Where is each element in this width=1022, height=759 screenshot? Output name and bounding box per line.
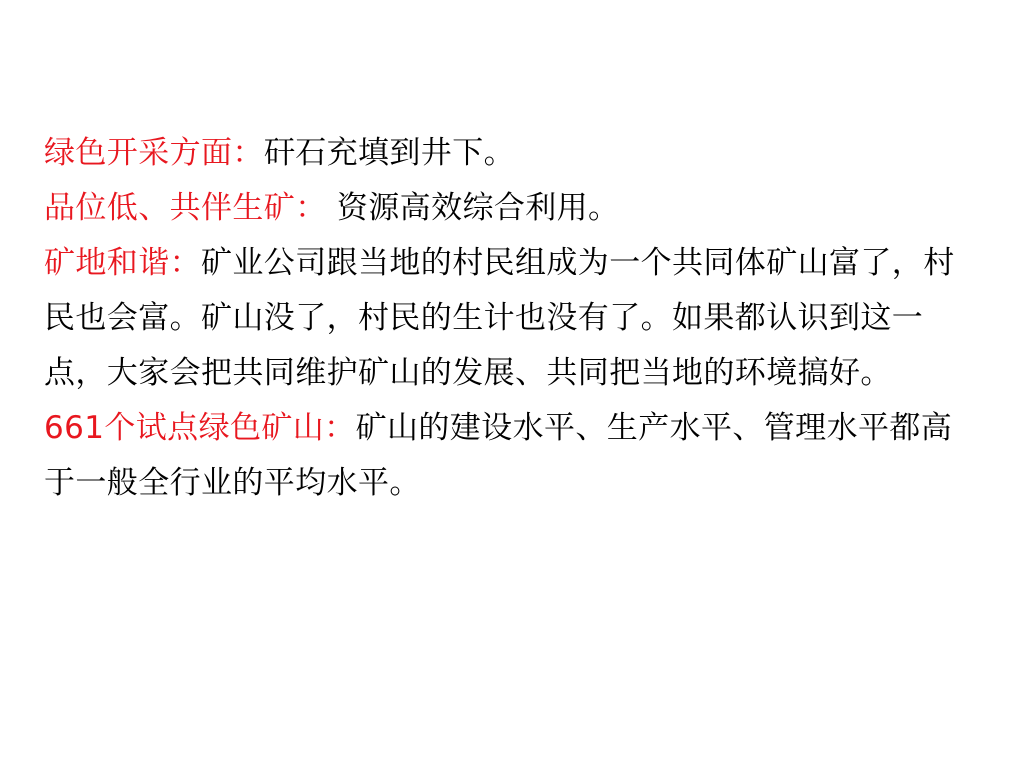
paragraph-body-text: 资源高效综合利用。 xyxy=(326,190,620,226)
slide-body-text xyxy=(44,126,982,511)
paragraph-body-text: 矸石充填到井下。 xyxy=(263,135,516,171)
paragraph-body-text: 矿业公司跟当地的村民组成为一个共同体矿山富了，村民也会富。矿山没了，村民的生计也没有了。如果都认识到这一点，大家会把共同维护矿山的发展、共同把当地的环境搞好。 xyxy=(44,245,955,391)
paragraph-low-grade-ore xyxy=(44,181,982,236)
paragraph-pilot-green-mines xyxy=(44,401,982,511)
paragraph-green-mining xyxy=(44,126,982,181)
paragraph-lead-label: 品位低、共伴生矿： xyxy=(44,190,327,226)
paragraph-mine-land-harmony xyxy=(44,236,982,401)
paragraph-body-text: 矿山的建设水平、生产水平、管理水平都高于一般全行业的平均水平。 xyxy=(44,410,953,501)
paragraph-lead-label: 661个试点绿色矿山： xyxy=(44,410,356,446)
paragraph-lead-label: 绿色开采方面： xyxy=(44,135,264,171)
paragraph-lead-label: 矿地和谐： xyxy=(44,245,201,281)
